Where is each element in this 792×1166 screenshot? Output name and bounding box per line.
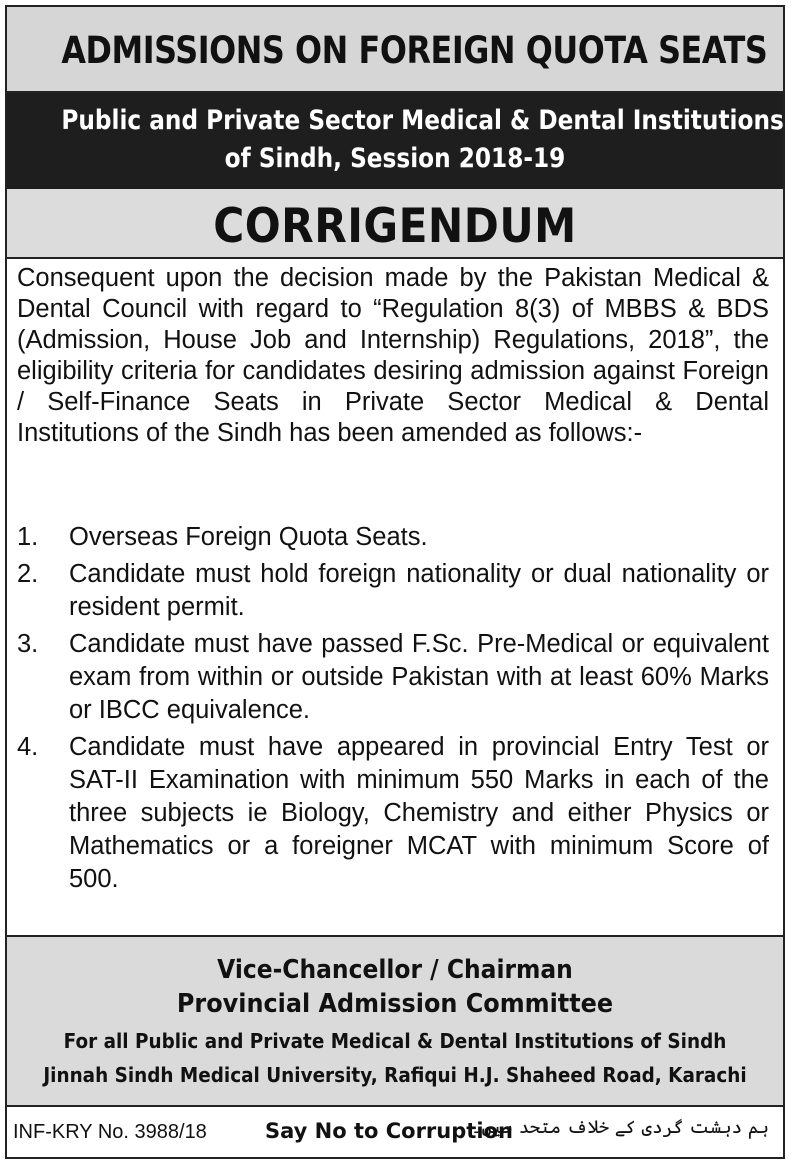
- address-line: Jinnah Sindh Medical University, Rafiqui H.J. Shaheed Road, Karachi: [43, 1063, 747, 1087]
- committee-name: Provincial Admission Committee: [176, 989, 614, 1019]
- title-band: [7, 7, 783, 93]
- footer: [7, 1109, 783, 1159]
- list-item: [17, 521, 769, 554]
- subtitle-line-1: Public and Private Sector Medical & Dental Institutions: [61, 105, 784, 136]
- institutions-line: For all Public and Private Medical & Dental Institutions of Sindh: [63, 1029, 727, 1053]
- reference-number: INF-KRY No. 3988/18: [13, 1121, 207, 1143]
- intro-paragraph: Consequent upon the decision made by the Pakistan Medical & Dental Council with regard to “Regulation 8(3) of MBBS & BDS (Admission, House Job and Internship) Regulations, 2018”, the eligibility criteria for candidates desiring admission against Foreign / Self-Finance Seats in Private Sector Medical & Dental Institutions of the Sindh has been amended as follows:-: [17, 264, 769, 447]
- list-item-text: Overseas Foreign Quota Seats.: [69, 523, 428, 551]
- list-item: [17, 628, 769, 727]
- corrigendum-heading: CORRIGENDUM: [213, 199, 577, 254]
- list-item: [17, 558, 769, 624]
- list-item-text: Candidate must have appeared in provincial Entry Test or SAT-II Examination with minimum 550 Marks in each of the three subjects ie Biology, Chemistry and either Physics or Mathematics or a foreigner MCAT with minimum Score of 500.: [69, 733, 769, 893]
- list-item-number: 4.: [17, 733, 39, 761]
- criteria-list: [17, 521, 769, 900]
- subtitle-band: [7, 93, 783, 189]
- advertisement-frame: [5, 5, 785, 1159]
- list-item-text: Candidate must have passed F.Sc. Pre-Medical or equivalent exam from within or outside Pakistan with at least 60% Marks or IBCC equivalence.: [69, 630, 769, 724]
- slogan: Say No to Corruption: [265, 1119, 513, 1143]
- signature-block: [7, 935, 783, 1107]
- list-item: [17, 731, 769, 896]
- subtitle-line-2: of Sindh, Session 2018-19: [224, 143, 566, 174]
- urdu-slogan: ہم دہشت گردی کے خلاف متحد ہیں۔: [470, 1117, 769, 1138]
- signatory-title: Vice-Chancellor / Chairman: [217, 955, 573, 985]
- list-item-number: 2.: [17, 560, 39, 588]
- corrigendum-band: [7, 189, 783, 259]
- list-item-text: Candidate must hold foreign nationality or dual nationality or resident permit.: [69, 560, 769, 621]
- main-title: ADMISSIONS ON FOREIGN QUOTA SEATS: [61, 29, 768, 72]
- list-item-number: 3.: [17, 630, 39, 658]
- list-item-number: 1.: [17, 523, 39, 551]
